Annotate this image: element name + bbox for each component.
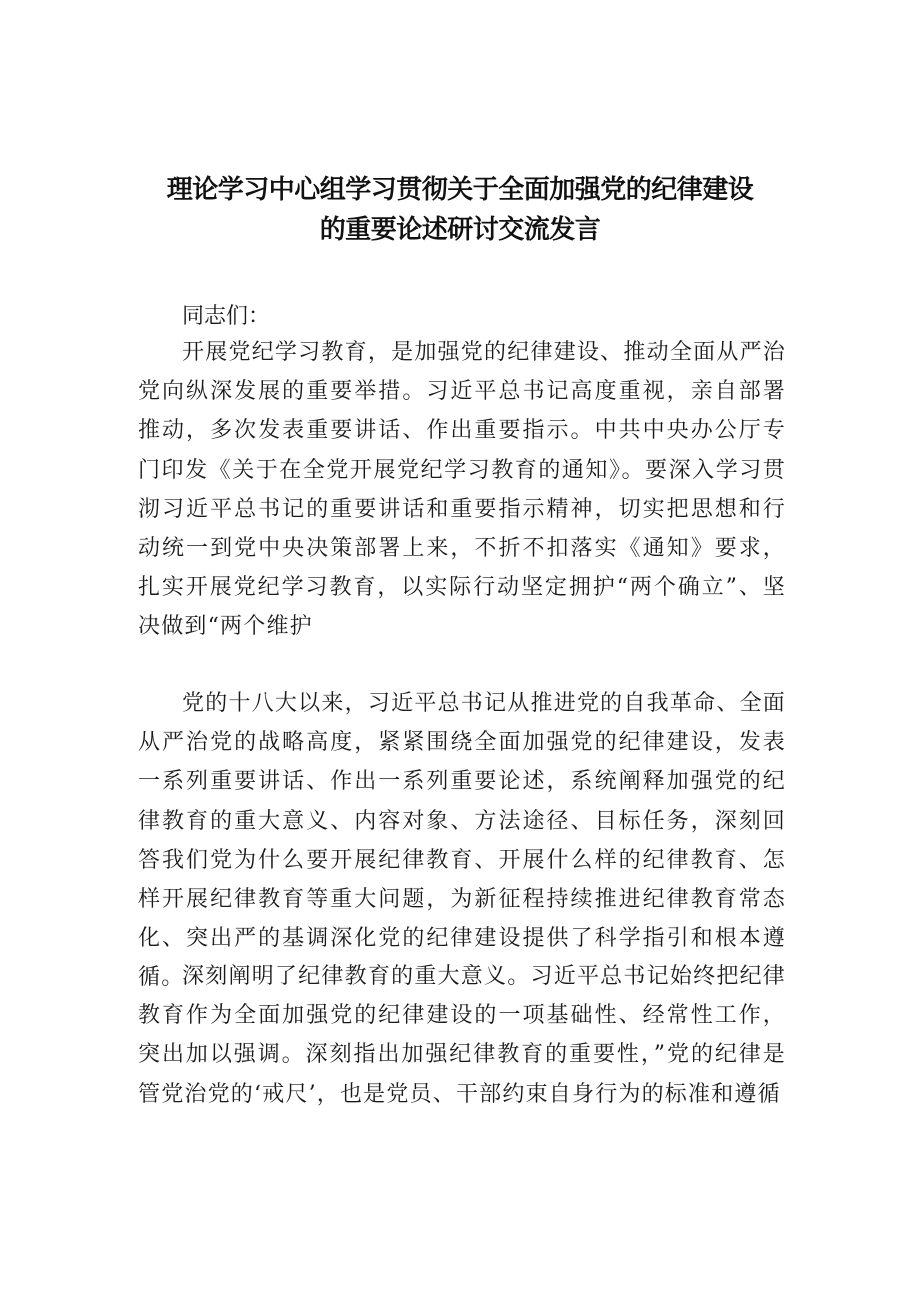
paragraph-3-text: 深刻阐明了纪律教育的重大意义。习近平总书记始终把纪律教育作为全面加强党的纪律建设的一项基础性、经常性工作，突出加以强调。深刻指出加强纪律教育的重要性，”党的纪律是管党治党的‘戒尺’，也是党员、干部约束自身行为的标准和遵循 [138, 964, 786, 1107]
salutation: 同志们： [182, 304, 271, 329]
paragraph-2-text: 党的十八大以来，习近平总书记从推进党的自我革命、全面从严治党的战略高度，紧紧围绕全面加强党的纪律建设，发表一系列重要讲话、作出一系列重要论述，系统阐释加强党的纪律教育的重大意义、内容对象、方法途径、目标任务，深刻回答我们党为什么要开展纪律教育、开展什么样的纪律教育、怎样开展纪律教育等重大问题，为新征程持续推进纪律教育常态化、突出严的基调深化党的纪律建设提供了科学指引和根本遵循。 [138, 691, 786, 991]
paragraph-3 [138, 957, 786, 1114]
paragraph-2 [138, 684, 786, 998]
document-title-line-2: 的重要论述研讨交流发言 [319, 215, 601, 245]
document-title-line-1: 理论学习中心组学习贯彻关于全面加强党的纪律建设 [166, 175, 754, 205]
paragraph-1 [138, 333, 786, 647]
paragraph-1-text: 开展党纪学习教育，是加强党的纪律建设、推动全面从严治党向纵深发展的重要举措。习近平总书记高度重视，亲自部署推动，多次发表重要讲话、作出重要指示。中共中央办公厅专门印发《关于在全党开展党纪学习教育的通知》。要深入学习贯沏习近平总书记的重要讲话和重要指示精神，切实把思想和行动统一到党中央决策部署上来，不折不扣落实《通知》要求，扎实开展党纪学习教育，以实际行动坚定拥护“两个确立”、坚决做到“两个维护 [138, 340, 786, 640]
